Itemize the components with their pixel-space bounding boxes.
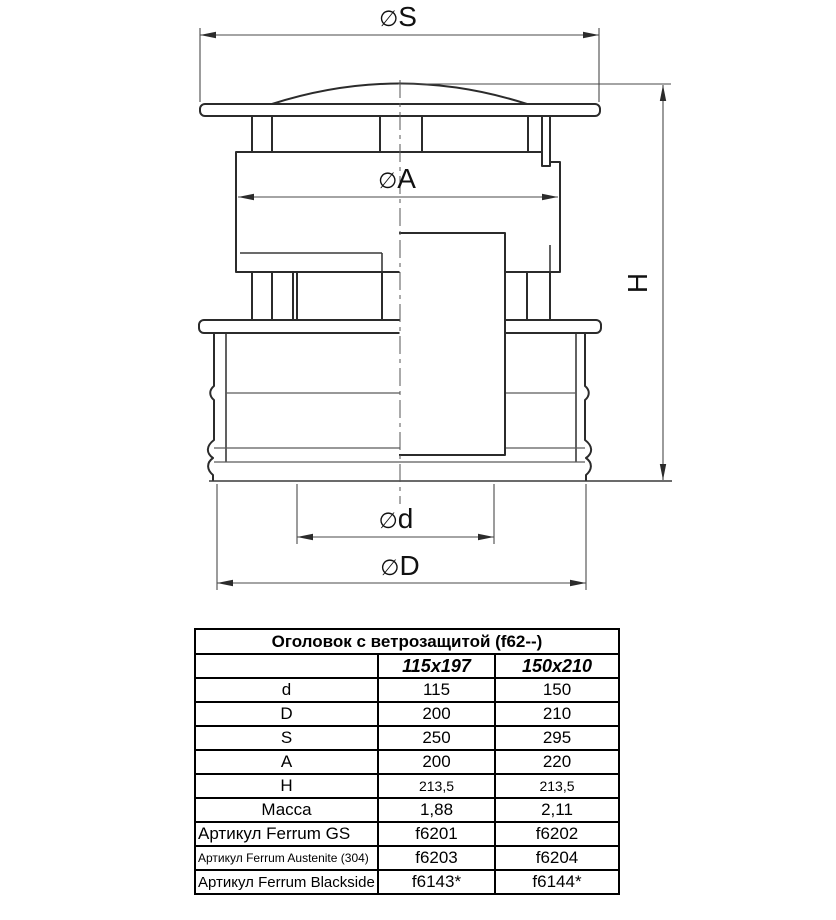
value-cell: 210 [495, 702, 619, 726]
spec-table [194, 628, 620, 895]
dim-label-d: ∅d [378, 503, 414, 534]
row-label: Артикул Ferrum GS [195, 822, 378, 846]
value-cell: f6203 [378, 846, 495, 870]
row-label: D [195, 702, 378, 726]
table-row-sku-austenite [195, 846, 619, 870]
value-cell: 115 [378, 678, 495, 702]
row-label: Артикул Ferrum Austenite (304) [195, 846, 378, 870]
row-label: d [195, 678, 378, 702]
column-header-150x210: 150x210 [495, 654, 619, 678]
row-label: Масса [195, 798, 378, 822]
table-row-S [195, 726, 619, 750]
table-title: Оголовок с ветрозащитой (f62--) [195, 629, 619, 654]
dimension-h [622, 85, 666, 480]
value-cell: 1,88 [378, 798, 495, 822]
value-cell: 220 [495, 750, 619, 774]
dim-label-a: ∅A [378, 163, 416, 194]
value-cell: 200 [378, 702, 495, 726]
row-label: S [195, 726, 378, 750]
table-title-row [195, 629, 619, 654]
table-row-d [195, 678, 619, 702]
value-cell: f6143* [378, 870, 495, 894]
value-cell: 295 [495, 726, 619, 750]
table-row-D [195, 702, 619, 726]
value-cell: 2,11 [495, 798, 619, 822]
table-row-mass [195, 798, 619, 822]
table-row-sku-gs [195, 822, 619, 846]
value-cell: 250 [378, 726, 495, 750]
dim-label-h: H [622, 272, 653, 294]
table-row-H [195, 774, 619, 798]
dim-label-s: ∅S [379, 1, 417, 32]
empty-header-cell [195, 654, 378, 678]
table-row-A [195, 750, 619, 774]
value-cell: 213,5 [378, 774, 495, 798]
inner-pipe [399, 233, 505, 455]
row-label: H [195, 774, 378, 798]
value-cell: f6144* [495, 870, 619, 894]
value-cell: 200 [378, 750, 495, 774]
table-row-sku-blackside [195, 870, 619, 894]
row-label: A [195, 750, 378, 774]
value-cell: f6201 [378, 822, 495, 846]
dimension-phi-d [297, 484, 494, 544]
column-header-115x197: 115x197 [378, 654, 495, 678]
dim-label-d-outer: ∅D [380, 550, 420, 581]
table-header-row [195, 654, 619, 678]
value-cell: f6204 [495, 846, 619, 870]
value-cell: f6202 [495, 822, 619, 846]
row-label: Артикул Ferrum Blackside [195, 870, 378, 894]
value-cell: 150 [495, 678, 619, 702]
value-cell: 213,5 [495, 774, 619, 798]
